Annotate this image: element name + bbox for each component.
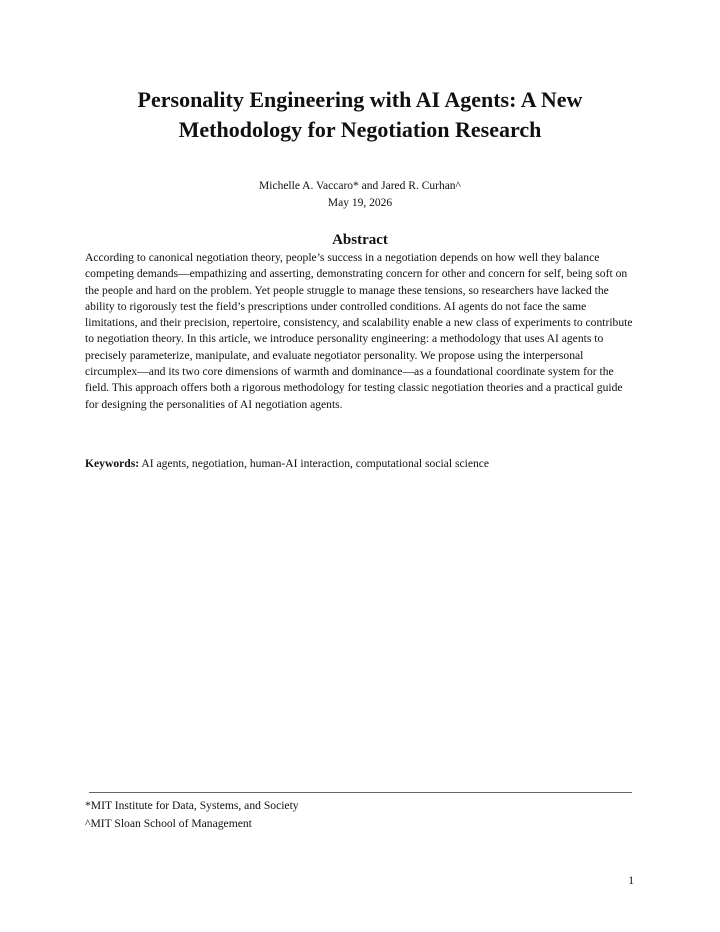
footnote-affiliation-1: *MIT Institute for Data, Systems, and Society <box>85 799 299 812</box>
keywords-label: Keywords: <box>85 457 140 470</box>
footnote-affiliation-2: ^MIT Sloan School of Management <box>85 817 252 830</box>
publication-date: May 19, 2026 <box>327 197 393 209</box>
keywords-list: AI agents, negotiation, human-AI interaction, computational social science <box>141 457 490 470</box>
keywords-line <box>85 456 635 472</box>
abstract-text: According to canonical negotiation theory, people’s success in a negotiation depends on how well they balance competing demands—empathizing and asserting, demonstrating concern for other and concern for self, being soft on the people and hard on the problem. Yet people struggle to manage these tensions, so researchers have lacked the ability to rigorously test the field’s prescriptions under controlled conditions. AI agents do not face the same limitations, and their precision, repertoire, consistency, and scalability enable a new class of experiments to contribute to negotiation theory. In this article, we introduce personality engineering: a methodology that uses AI agents to precisely parameterize, manipulate, and evaluate negotiator personality. We propose using the interpersonal circumplex—and its two core dimensions of warmth and dominance—as a foundational coordinate system for the field. This approach offers both a rigorous methodology for testing classic negotiation theories and a practical guide for designing the personalities of AI negotiation agents. <box>85 251 633 411</box>
page-number: 1 <box>628 874 634 887</box>
paper-title: Personality Engineering with AI Agents: A New Methodology for Negotiation Research <box>137 87 583 142</box>
author-line: Michelle A. Vaccaro* and Jared R. Curhan^ <box>259 180 461 192</box>
abstract-heading: Abstract <box>332 232 388 248</box>
footnote-divider <box>89 792 632 793</box>
